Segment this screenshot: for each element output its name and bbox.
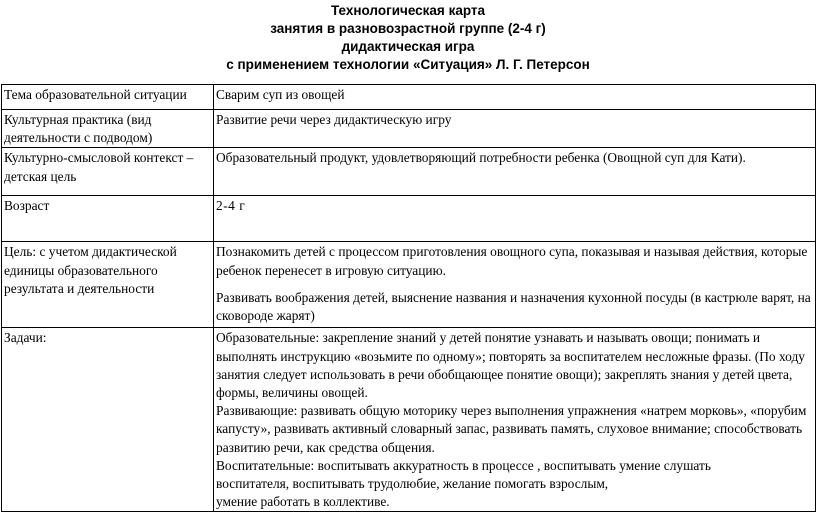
context-label: Культурно-смысловой контекст – детская цель [2,148,214,196]
tasks-value [214,328,816,512]
goal-label: Цель: с учетом дидактической единицы образовательного результата и деятельности [2,242,214,328]
practice-value: Развитие речи через дидактическую игру [214,110,816,148]
table-row-tasks [2,328,816,512]
table-row-topic [2,85,816,110]
age-value: 2-4 г [214,196,816,242]
header-title: Технологическая карта [330,3,486,18]
header-technology: с применением технологии «Ситуация» Л. Г. Петерсон [226,57,590,72]
table-row-context [2,148,816,196]
topic-label: Тема образовательной ситуации [2,85,214,110]
document-header [0,2,816,74]
tasks-educational: Образовательные: закрепление знаний у детей понятие узнавать и называть овощи; понимать и выполнять инструкцию «возьмите по одному»; повторять за воспитателем несложные фразы. (По ходу занятия следует использовать в речи обобщающее понятие овощи); закреплять знания у детей цвета, формы, величины овощей. [216,330,805,401]
tasks-upbringing-line-1: Воспитательные: воспитывать аккуратность в процессе , воспитывать умение слушать [216,457,711,473]
table-row-practice [2,110,816,148]
header-subtitle: занятия в разновозрастной группе (2-4 г) [270,21,546,36]
tasks-upbringing-line-3: умение работать в коллективе. [216,494,390,510]
table-row-goal [2,242,816,328]
table-row-age [2,196,816,242]
lesson-plan-table [1,84,816,512]
goal-paragraph-2: Развивать воображения детей, выяснение названия и назначения кухонной посуды (в кастрюле варят, на сковороде жарят) [216,289,811,324]
header-game-type: дидактическая игра [341,39,475,54]
goal-paragraph-1: Познакомить детей с процессом приготовления овощного супа, показывая и называя действия, которые ребенок перенесет в игровую ситуацию. [216,244,808,278]
practice-label: Культурная практика (вид деятельности с подводом) [2,110,214,148]
tasks-label: Задачи: [2,328,214,512]
context-value: Образовательный продукт, удовлетворяющий потребности ребенка (Овощной суп для Кати). [214,148,816,196]
tasks-upbringing-line-2: воспитателя, воспитывать трудолюбие, желание помогать взрослым, [216,476,609,492]
goal-value [214,242,816,328]
topic-value: Сварим суп из овощей [214,85,816,110]
tasks-developmental: Развивающие: развивать общую моторику через выполнения упражнения «натрем морковь», «порубим капусту», развивать активный словарный запас, развивать память, слуховое внимание; способствовать развитию речи, как средства общения. [216,403,807,455]
age-label: Возраст [2,196,214,242]
